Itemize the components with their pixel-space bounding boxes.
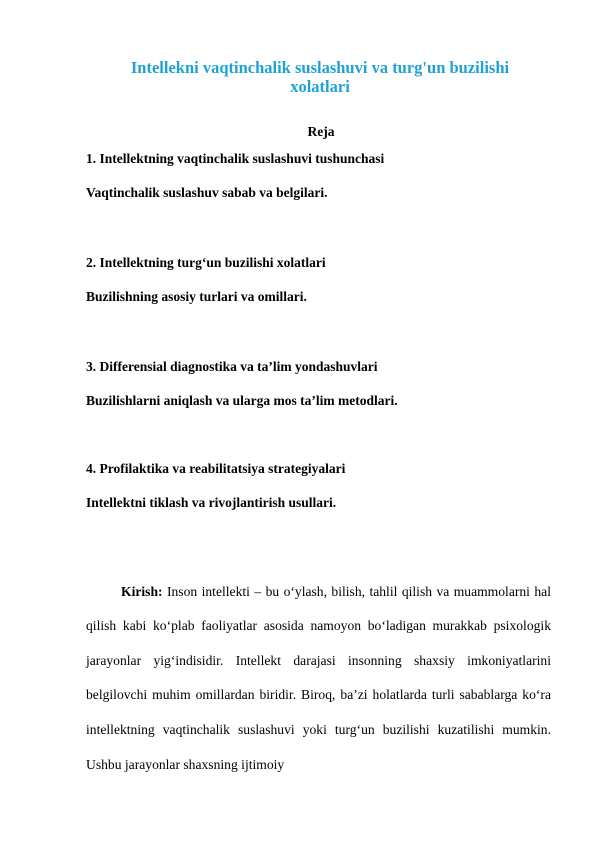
plan-item-2-subtitle: Buzilishning asosiy turlari va omillari. — [86, 289, 307, 304]
plan-item-4-title: 4. Profilaktika va reabilitatsiya strategiyalari — [86, 461, 346, 476]
introduction-text: Inson intellekti – bu o‘ylash, bilish, tahlil qilish va muammolarni hal qilish kabi ko‘plab faoliyatlar asosida namoyon bo‘ladigan murakkab psixologik jarayonlar yig‘indisidir. Intellekt darajasi insonning shaxsiy imkoniyatlarini belgilovchi muhim omillardan biridir. Biroq, ba’zi holatlarda turli sabablarga ko‘ra intellektning vaqtinchalik suslashuvi yoki turg‘un buzilishi kuzatilishi mumkin. Ushbu jarayonlar shaxsning ijtimoiy — [86, 583, 551, 772]
plan-item-1-subtitle: Vaqtinchalik suslashuv sabab va belgilari. — [86, 185, 328, 200]
plan-item-3-subtitle: Buzilishlarni aniqlash va ularga mos ta’lim metodlari. — [86, 393, 398, 408]
plan-item-2-title: 2. Intellektning turg‘un buzilishi xolatlari — [86, 255, 326, 270]
introduction-label: Kirish: — [121, 583, 163, 599]
plan-item-1-title: 1. Intellektning vaqtinchalik suslashuvi tushunchasi — [86, 151, 385, 166]
introduction-paragraph — [86, 575, 551, 783]
plan-item-4-subtitle: Intellektni tiklash va rivojlantirish usullari. — [86, 495, 337, 510]
plan-heading: Reja — [307, 124, 335, 139]
document-title: Intellekni vaqtinchalik suslashuvi va turg'un buzilishi xolatlari — [130, 58, 510, 96]
plan-item-3-title: 3. Differensial diagnostika va ta’lim yondashuvlari — [86, 359, 378, 374]
